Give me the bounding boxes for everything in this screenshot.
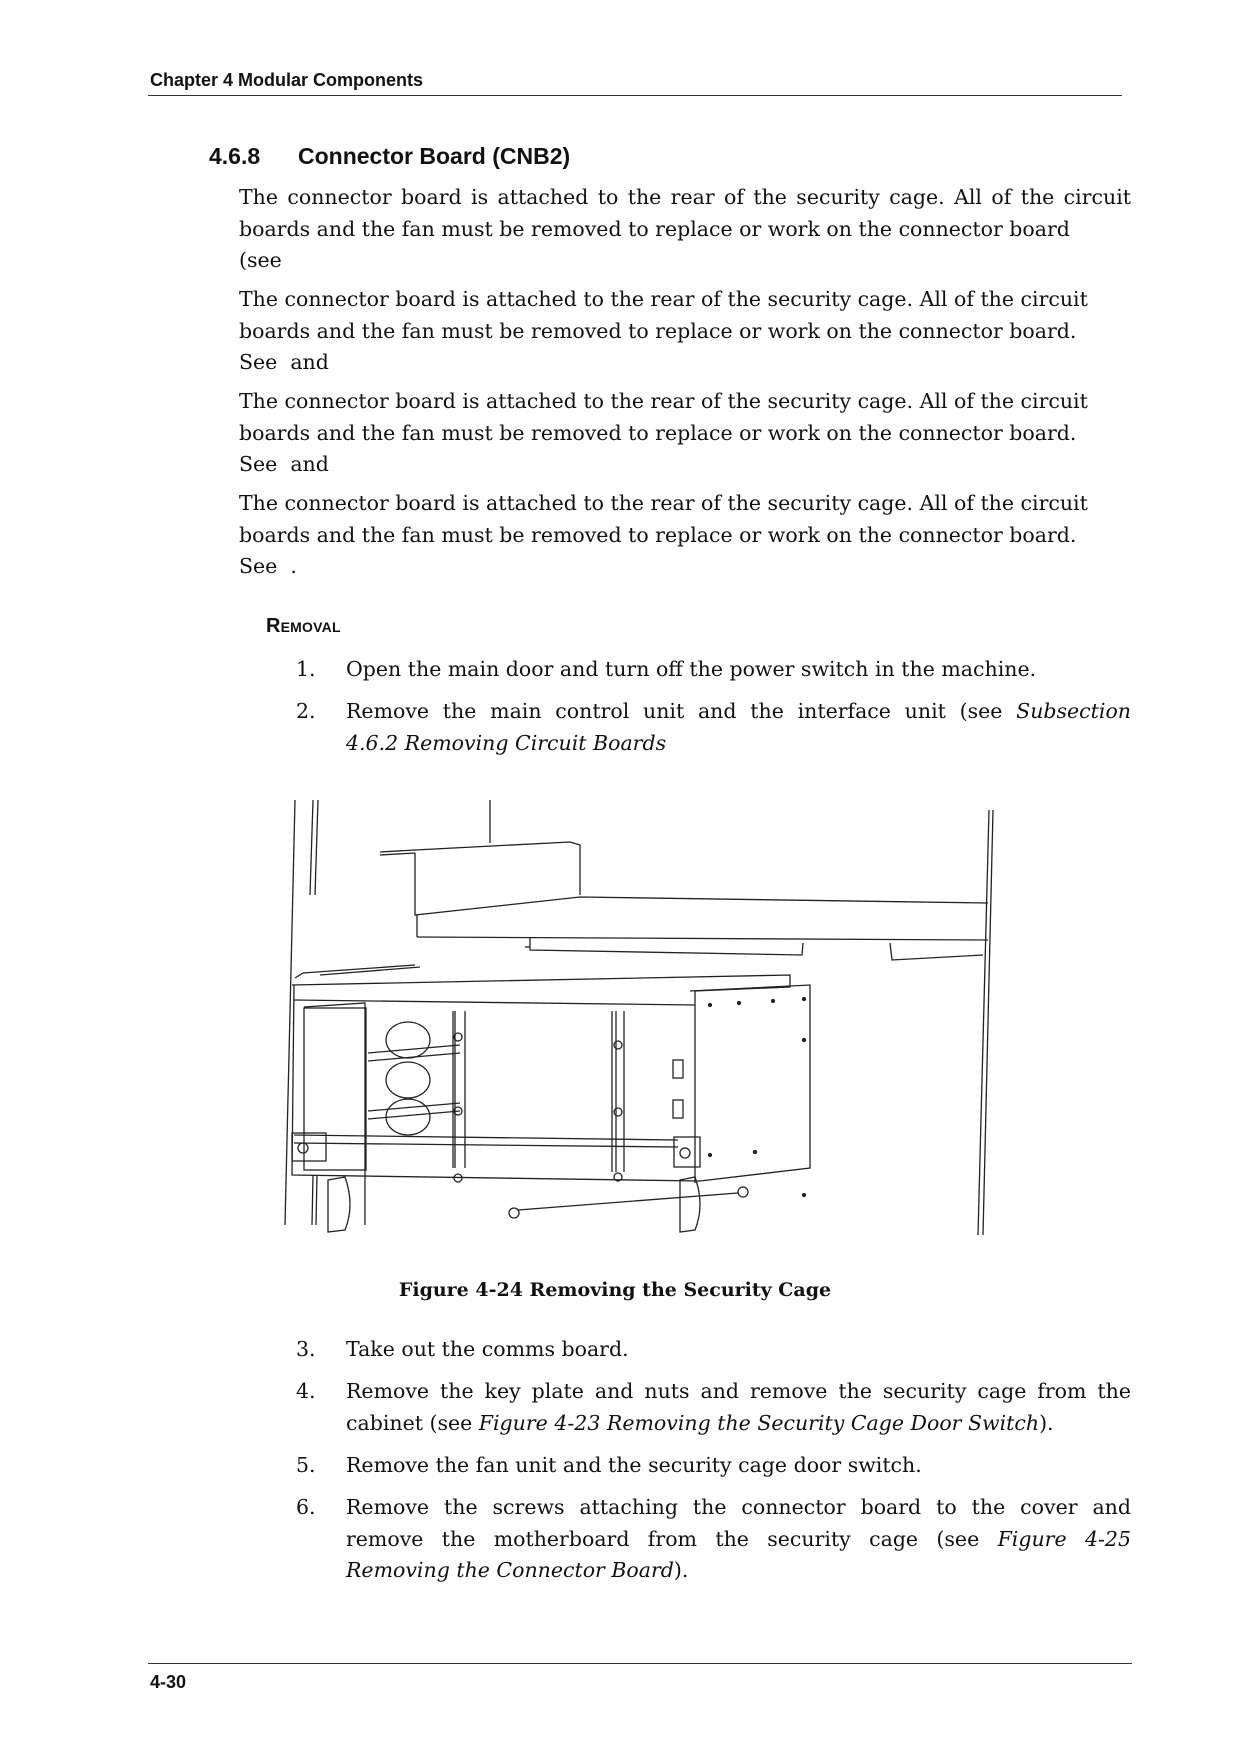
figure-reference: Figure 4-25	[997, 1526, 1132, 1551]
figure-reference: Figure 4-23 Removing the Security Cage Door Switch	[478, 1410, 1040, 1435]
header-rule	[148, 95, 1122, 96]
section-number: 4.6.8	[209, 143, 261, 169]
step-number: 1.	[296, 657, 316, 681]
step-number: 2.	[296, 699, 316, 723]
step-text: Remove the key plate and nuts and remove the security cage from the	[346, 1379, 1131, 1403]
page-number: 4-30	[150, 1672, 187, 1692]
paragraph-line: boards and the fan must be removed to replace or work on the connector board.	[239, 420, 1077, 445]
step-text: Open the main door and turn off the power switch in the machine.	[346, 657, 1037, 681]
subsection-reference: 4.6.2 Removing Circuit Boards	[346, 730, 667, 755]
paragraph	[239, 488, 1131, 583]
step-text: ).	[673, 1558, 689, 1582]
paragraph-line: (see	[239, 248, 282, 272]
step-text: ).	[1039, 1410, 1054, 1435]
figure-security-cage	[280, 795, 1000, 1235]
figure-reference: Removing the Connector Board	[346, 1558, 674, 1582]
paragraph-line: The connector board is attached to the rear of the security cage. All of the circuit	[239, 389, 1088, 413]
step-number: 5.	[296, 1453, 316, 1477]
paragraph-line: boards and the fan must be removed to replace or work on the connector board	[239, 216, 1070, 241]
paragraph-line: The connector board is attached to the rear of the security cage. All of the circuit	[239, 185, 1131, 209]
section-heading	[209, 143, 570, 170]
paragraph	[239, 284, 1131, 379]
section-title: Connector Board (CNB2)	[298, 143, 571, 169]
step-text-line	[346, 1524, 1131, 1556]
footer-rule	[148, 1663, 1132, 1664]
step-text: Remove the main control unit and the interface unit (see	[346, 699, 1017, 723]
step-number: 3.	[296, 1337, 316, 1361]
paragraph-line: See .	[239, 554, 297, 578]
step-text: Remove the screws attaching the connector board to the cover and	[346, 1495, 1131, 1519]
step-text-line	[346, 1555, 1131, 1587]
paragraph-line: boards and the fan must be removed to replace or work on the connector board.	[239, 522, 1077, 547]
step-text-line	[346, 1408, 1131, 1440]
subsection-reference: Subsection	[1016, 699, 1131, 723]
paragraph-line: The connector board is attached to the rear of the security cage. All of the circuit	[239, 491, 1088, 515]
step-text: remove the motherboard from the security cage (see	[346, 1526, 998, 1551]
figure-caption-text: Figure 4-24 Removing the Security Cage	[398, 1279, 832, 1301]
running-header: Chapter 4 Modular Components	[150, 70, 424, 90]
paragraph-line: boards and the fan must be removed to replace or work on the connector board.	[239, 318, 1077, 343]
step-text-line	[346, 728, 1131, 760]
step-text: Remove the fan unit and the security cage door switch.	[346, 1453, 922, 1477]
paragraph-line: The connector board is attached to the rear of the security cage. All of the circuit	[239, 287, 1088, 311]
step-text-line	[346, 696, 1131, 728]
step-text: Take out the comms board.	[346, 1337, 629, 1361]
removal-heading: Removal	[266, 615, 341, 637]
security-cage-drawing	[280, 795, 1000, 1235]
step-number: 4.	[296, 1379, 316, 1403]
paragraph-line: See and	[239, 452, 329, 476]
step-text: cabinet (see	[346, 1410, 479, 1435]
step-number: 6.	[296, 1495, 316, 1519]
paragraph-line: See and	[239, 350, 329, 374]
paragraph	[239, 386, 1131, 481]
paragraph	[239, 182, 1131, 277]
figure-caption	[0, 1279, 1240, 1301]
